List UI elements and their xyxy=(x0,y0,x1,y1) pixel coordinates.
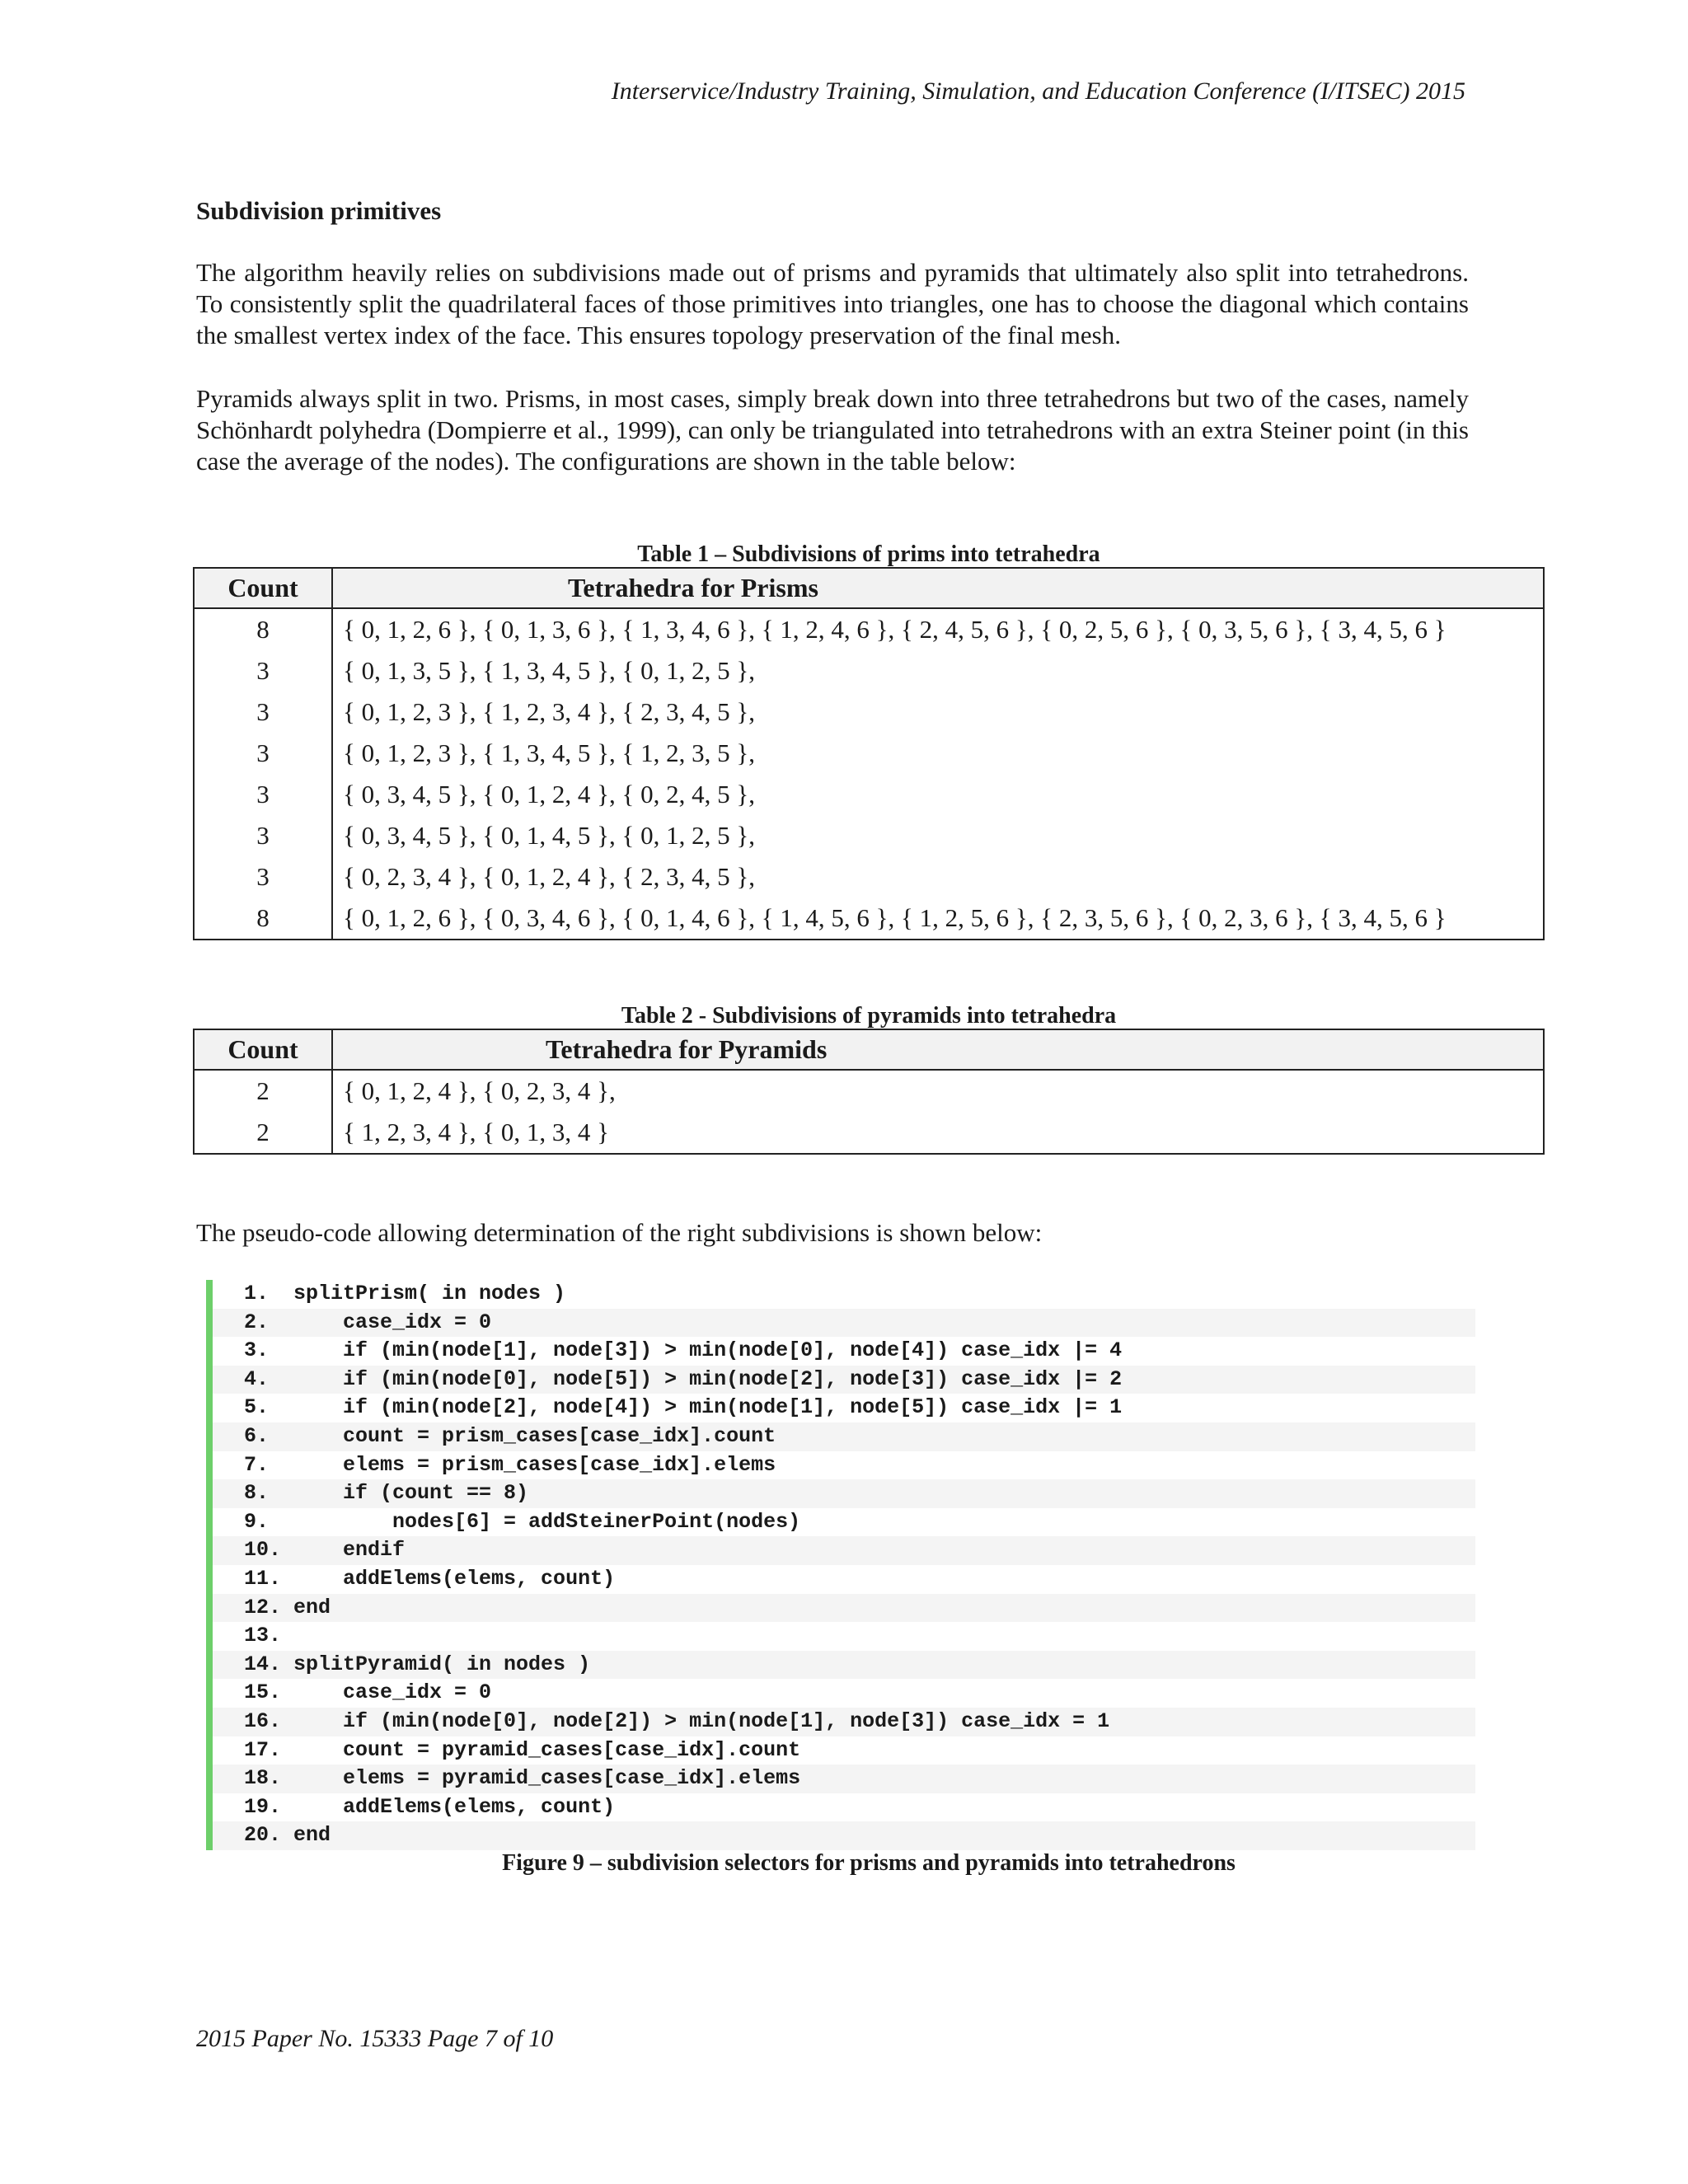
pseudo-code-intro: The pseudo-code allowing determination of the right subdivisions is shown below: xyxy=(196,1218,1043,1247)
table-row xyxy=(194,733,1544,774)
table-row xyxy=(194,1112,1544,1154)
count-cell: 8 xyxy=(194,608,332,650)
column-header-tetrahedra: Tetrahedra for Prisms xyxy=(332,568,1544,608)
count-cell: 3 xyxy=(194,856,332,898)
table-row xyxy=(194,898,1544,940)
code-line: 18. elems = pyramid_cases[case_idx].elems xyxy=(213,1765,1475,1793)
tetrahedra-cell: { 0, 3, 4, 5 }, { 0, 1, 4, 5 }, { 0, 1, 2, 5 }, xyxy=(343,821,756,850)
table-row xyxy=(194,691,1544,733)
body-paragraph-2: Pyramids always split in two. Prisms, in most cases, simply break down into three tetrahedrons but two of the cases, namely Schönhardt polyhedra (Dompierre et al., 1999), can only be triangulated into tetrahedrons with an extra Steiner point (in this case the average of the nodes). The configurations are shown in the table below: xyxy=(196,384,1469,476)
running-header: Interservice/Industry Training, Simulation, and Education Conference (I/ITSEC) 2015 xyxy=(611,77,1465,105)
page-footer: 2015 Paper No. 15333 Page 7 of 10 xyxy=(196,2025,554,2052)
code-line: 14. splitPyramid( in nodes ) xyxy=(213,1651,1475,1680)
pyramid-subdivision-table xyxy=(193,1029,1545,1155)
tetrahedra-cell: { 0, 2, 3, 4 }, { 0, 1, 2, 4 }, { 2, 3, 4, 5 }, xyxy=(343,862,756,891)
code-line: 13. xyxy=(244,1624,282,1648)
count-cell: 3 xyxy=(194,815,332,856)
code-line: 11. addElems(elems, count) xyxy=(244,1566,616,1591)
code-line: 20. end xyxy=(213,1821,1475,1850)
count-cell: 3 xyxy=(194,733,332,774)
table-row xyxy=(194,774,1544,815)
code-line: 5. if (min(node[2], node[4]) > min(node[1], node[5]) case_idx |= 1 xyxy=(244,1395,1123,1420)
table-row xyxy=(194,650,1544,691)
count-cell: 3 xyxy=(194,691,332,733)
tetrahedra-cell: { 1, 2, 3, 4 }, { 0, 1, 3, 4 } xyxy=(343,1118,610,1146)
tetrahedra-cell: { 0, 1, 2, 4 }, { 0, 2, 3, 4 }, xyxy=(343,1076,616,1105)
tetrahedra-cell: { 0, 1, 3, 5 }, { 1, 3, 4, 5 }, { 0, 1, 2, 5 }, xyxy=(343,656,756,685)
code-line: 6. count = prism_cases[case_idx].count xyxy=(213,1422,1475,1451)
code-line: 2. case_idx = 0 xyxy=(213,1309,1475,1338)
table-row xyxy=(194,1070,1544,1112)
figure-caption: Figure 9 – subdivision selectors for prisms and pyramids into tetrahedrons xyxy=(502,1850,1236,1876)
tetrahedra-cell: { 0, 3, 4, 5 }, { 0, 1, 2, 4 }, { 0, 2, 4, 5 }, xyxy=(343,780,756,808)
code-line: 10. endif xyxy=(213,1536,1475,1565)
tetrahedra-cell: { 0, 1, 2, 3 }, { 1, 3, 4, 5 }, { 1, 2, 3, 5 }, xyxy=(343,738,756,767)
table1-caption: Table 1 – Subdivisions of prims into tetrahedra xyxy=(637,541,1100,567)
code-line: 19. addElems(elems, count) xyxy=(244,1794,616,1819)
count-cell: 2 xyxy=(194,1070,332,1112)
count-cell: 2 xyxy=(194,1112,332,1154)
code-line: 8. if (count == 8) xyxy=(213,1479,1475,1508)
table-row xyxy=(194,815,1544,856)
body-paragraph-1: The algorithm heavily relies on subdivisions made out of prisms and pyramids that ultimately also split into tetrahedrons. To consistently split the quadrilateral faces of those primitives into triangles, one has to choose the diagonal which contains the smallest vertex index of the face. This ensures topology preservation of the final mesh. xyxy=(196,258,1469,349)
tetrahedra-cell: { 0, 1, 2, 6 }, { 0, 1, 3, 6 }, { 1, 3, 4, 6 }, { 1, 2, 4, 6 }, { 2, 4, 5, 6 }, { 0, 2, 5, 6 }, { 0, 3, 5, 6 }, { 3, 4, 5, 6 } xyxy=(343,615,1447,644)
table-header-row xyxy=(194,1029,1544,1070)
code-line: 15. case_idx = 0 xyxy=(244,1680,492,1705)
table-header-row xyxy=(194,568,1544,608)
code-line: 7. elems = prism_cases[case_idx].elems xyxy=(244,1452,776,1477)
code-line: 12. end xyxy=(213,1594,1475,1623)
section-heading: Subdivision primitives xyxy=(196,196,442,225)
table-row xyxy=(194,608,1544,650)
count-cell: 8 xyxy=(194,898,332,940)
pseudo-code-listing xyxy=(206,1280,1475,1850)
count-cell: 3 xyxy=(194,650,332,691)
code-line: 3. if (min(node[1], node[3]) > min(node[0], node[4]) case_idx |= 4 xyxy=(244,1338,1123,1363)
table-row xyxy=(194,856,1544,898)
code-line: 4. if (min(node[0], node[5]) > min(node[2], node[3]) case_idx |= 2 xyxy=(213,1366,1475,1394)
column-header-tetrahedra: Tetrahedra for Pyramids xyxy=(332,1029,1544,1070)
column-header-count: Count xyxy=(194,568,332,608)
prism-subdivision-table xyxy=(193,567,1545,940)
code-line: 1. splitPrism( in nodes ) xyxy=(244,1282,566,1305)
tetrahedra-cell: { 0, 1, 2, 6 }, { 0, 3, 4, 6 }, { 0, 1, 4, 6 }, { 1, 4, 5, 6 }, { 1, 2, 5, 6 }, { 2, 3, 5, 6 }, { 0, 2, 3, 6 }, { 3, 4, 5, 6 } xyxy=(343,903,1447,932)
count-cell: 3 xyxy=(194,774,332,815)
column-header-count: Count xyxy=(194,1029,332,1070)
tetrahedra-cell: { 0, 1, 2, 3 }, { 1, 2, 3, 4 }, { 2, 3, 4, 5 }, xyxy=(343,697,756,726)
table2-caption: Table 2 - Subdivisions of pyramids into tetrahedra xyxy=(621,1003,1117,1029)
code-line: 9. nodes[6] = addSteinerPoint(nodes) xyxy=(244,1509,801,1534)
code-line: 17. count = pyramid_cases[case_idx].count xyxy=(244,1737,801,1762)
code-line: 16. if (min(node[0], node[2]) > min(node[1], node[3]) case_idx = 1 xyxy=(213,1708,1475,1736)
